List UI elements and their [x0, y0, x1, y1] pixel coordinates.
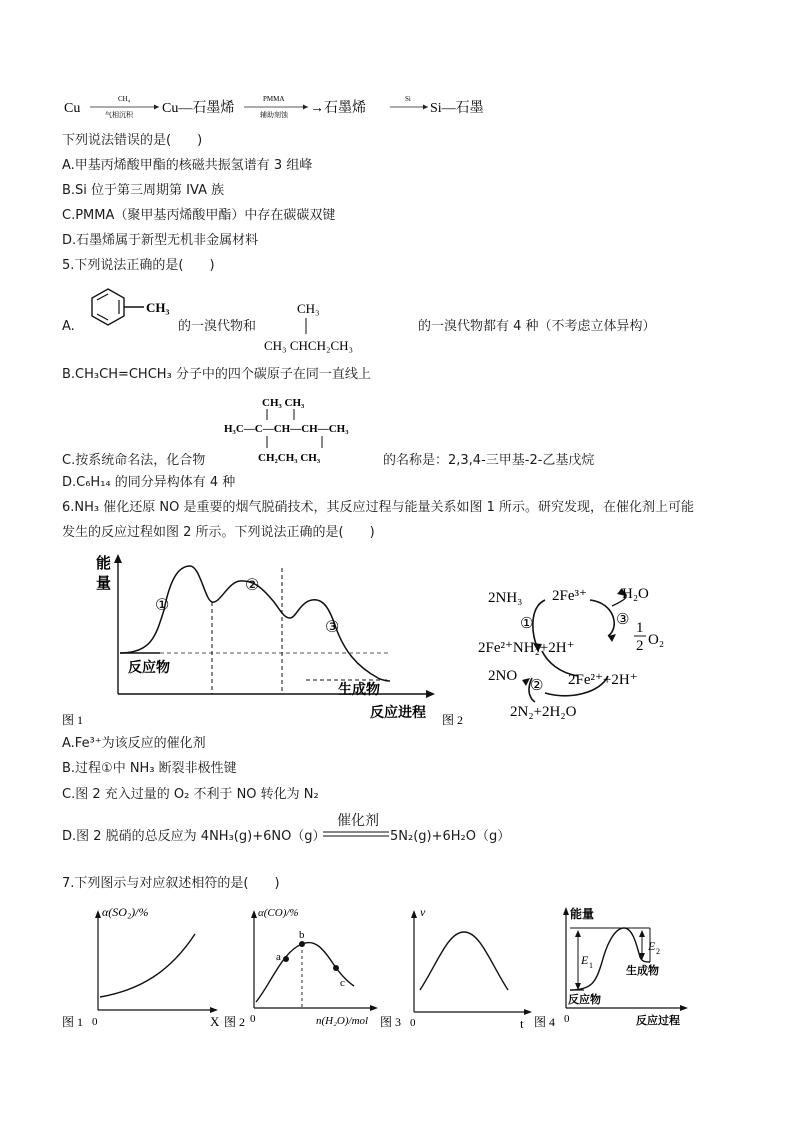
fig2-half-den: 2	[636, 638, 644, 654]
flow-r1-top: CH₄	[118, 95, 131, 103]
flow-p1: Cu—石墨烯	[162, 101, 235, 116]
flow-p3: Si—石墨	[430, 101, 484, 116]
q4-option-c[interactable]: C.PMMA（聚甲基丙烯酸甲酯）中存在碳碳双键	[62, 208, 336, 223]
q7-stem: 7.下列图示与对应叙述相符的是( )	[62, 876, 280, 891]
g4-e2-sub: 2	[656, 947, 660, 956]
fig1-xlabel: 反应进程	[370, 706, 426, 721]
q6-option-d-equal	[323, 830, 389, 838]
fig1-reactant: 反应物	[128, 661, 170, 676]
toluene-structure	[86, 285, 186, 337]
g1-origin: 0	[92, 1016, 98, 1028]
fig2-fe2h: 2Fe²⁺+2H⁺	[568, 672, 638, 688]
fig2-step-2: ②	[530, 678, 544, 694]
fig2-h2o: H₂O	[622, 586, 649, 602]
fig2-no: 2NO	[488, 668, 518, 684]
q5-option-c-post: 的名称是：2,3,4-三甲基-2-乙基戊烷	[383, 453, 595, 468]
g2-xlabel: n(H₂O)/mol	[316, 1015, 369, 1027]
g3-curve	[420, 932, 508, 990]
g4-xlabel: 反应过程	[636, 1015, 680, 1027]
catalytic-cycle-figure	[440, 578, 700, 728]
fig1-step-3: ③	[325, 619, 340, 636]
flow-r3-top: Si	[405, 95, 411, 103]
g4-origin: 0	[564, 1013, 570, 1025]
g2-point-c: c	[340, 977, 345, 989]
g2-caption: 图 2	[224, 1015, 246, 1029]
fig2-mid: 2Fe²⁺NH₂+2H⁺	[478, 640, 575, 656]
alkane-bottom: CH₂CH₃ CH₃	[258, 452, 321, 464]
alkane-main: H₃C—C—CH—CH—CH₃	[224, 423, 349, 435]
g4-e2: E	[648, 939, 656, 953]
g4-caption: 图 4	[534, 1015, 556, 1029]
q6-option-d-catalyst: 催化剂	[337, 813, 379, 829]
g2-origin: 0	[250, 1013, 256, 1025]
fig2-step-1: ①	[520, 616, 534, 632]
g1-xlabel: X	[210, 1014, 220, 1029]
isopentane-structure	[262, 298, 392, 358]
q5-option-a-mid: 的一溴代物和	[178, 319, 257, 334]
g4-e1: E	[581, 953, 589, 967]
fig1-step-2: ②	[245, 577, 260, 594]
g4-reactant: 反应物	[568, 994, 601, 1006]
fig1-product: 生成物	[338, 683, 380, 698]
q6-option-d-post: 5N₂(g)+6H₂O（g）	[390, 829, 511, 844]
g4-product: 生成物	[626, 965, 659, 977]
q6-option-a[interactable]: A.Fe³⁺为该反应的催化剂	[62, 736, 206, 751]
fig2-fe3: 2Fe³⁺	[552, 588, 587, 604]
fig1-step-1: ①	[155, 597, 170, 614]
q5-option-a-label[interactable]: A.	[62, 319, 75, 334]
fig1-ylabel-2: 量	[96, 576, 112, 592]
q5-stem: 5.下列说法正确的是( )	[62, 258, 215, 273]
q5-option-b[interactable]: B.CH₃CH=CHCH₃ 分子中的四个碳原子在同一直线上	[62, 367, 371, 382]
isopentane-main: CH₃ CHCH₂CH₃	[264, 338, 354, 353]
g3-caption: 图 3	[380, 1015, 402, 1029]
q7-graph-1	[60, 902, 230, 1032]
g2-point-a: a	[276, 951, 281, 963]
q6-stem-2: 发生的反应过程如图 2 所示。下列说法正确的是( )	[62, 525, 375, 540]
q4-option-b[interactable]: B.Si 位于第三周期第 IVA 族	[62, 183, 225, 198]
q5-option-d[interactable]: D.C₆H₁₄ 的同分异构体有 4 种	[62, 475, 236, 490]
fig2-half-num: 1	[636, 620, 644, 636]
g2-ylabel: α(CO)/%	[258, 907, 299, 919]
g1-ylabel: α(SO₂)/%	[102, 905, 149, 919]
q4-option-d[interactable]: D.石墨烯属于新型无机非金属材料	[62, 233, 259, 248]
q5-option-c-pre[interactable]: C.按系统命名法，化合物	[62, 453, 206, 468]
q6-option-b[interactable]: B.过程①中 NH₃ 断裂非极性键	[62, 761, 237, 776]
fig1-ylabel-1: 能	[96, 556, 112, 572]
fig2-caption: 图 2	[442, 713, 464, 727]
flow-p2: →石墨烯	[310, 101, 366, 116]
g4-ylabel: 能量	[570, 907, 595, 921]
energy-profile-figure	[60, 550, 450, 730]
q4-option-a[interactable]: A.甲基丙烯酸甲酯的核磁共振氢谱有 3 组峰	[62, 158, 313, 173]
g3-ylabel: v	[420, 905, 426, 919]
fig2-prod: 2N₂+2H₂O	[510, 704, 577, 720]
fig2-nh3: 2NH₃	[488, 590, 523, 606]
g3-origin: 0	[410, 1017, 416, 1029]
g2-curve	[256, 943, 354, 1002]
isopentane-top: CH₃	[297, 301, 320, 316]
synthesis-flow	[60, 92, 520, 128]
flow-r1-bot: 气相沉积	[105, 111, 133, 119]
q6-option-c[interactable]: C.图 2 充入过量的 O₂ 不利于 NO 转化为 N₂	[62, 787, 319, 802]
toluene-ch3: CH₃	[146, 300, 170, 315]
flow-cu: Cu	[64, 101, 81, 116]
q5-option-a-end: 的一溴代物都有 4 种（不考虑立体异构）	[418, 319, 656, 334]
q7-graph-3	[378, 902, 538, 1032]
q6-stem-1: 6.NH₃ 催化还原 NO 是重要的烟气脱硝技术，其反应过程与能量关系如图 1 所示。研究发现，在催化剂上可能	[62, 500, 695, 515]
fig1-caption: 图 1	[62, 713, 84, 727]
g3-xlabel: t	[520, 1016, 524, 1031]
q4-stem: 下列说法错误的是( )	[62, 133, 203, 148]
q6-option-d-pre[interactable]: D.图 2 脱硝的总反应为 4NH₃(g)+6NO（g）	[62, 829, 326, 844]
fig2-step-3: ③	[616, 612, 630, 628]
flow-r2-top: PMMA	[263, 95, 285, 103]
flow-r2-bot: 辅助刻蚀	[260, 111, 288, 119]
q7-graph-4	[532, 902, 702, 1032]
g1-caption: 图 1	[62, 1015, 84, 1029]
branched-alkane-structure	[222, 392, 392, 468]
g2-point-b: b	[299, 929, 305, 941]
g4-e1-sub: 1	[589, 961, 593, 970]
g1-curve	[100, 934, 195, 997]
alkane-top: CH₃ CH₃	[262, 397, 305, 409]
fig2-o2: O₂	[648, 632, 665, 648]
q7-graph-2	[222, 902, 382, 1032]
